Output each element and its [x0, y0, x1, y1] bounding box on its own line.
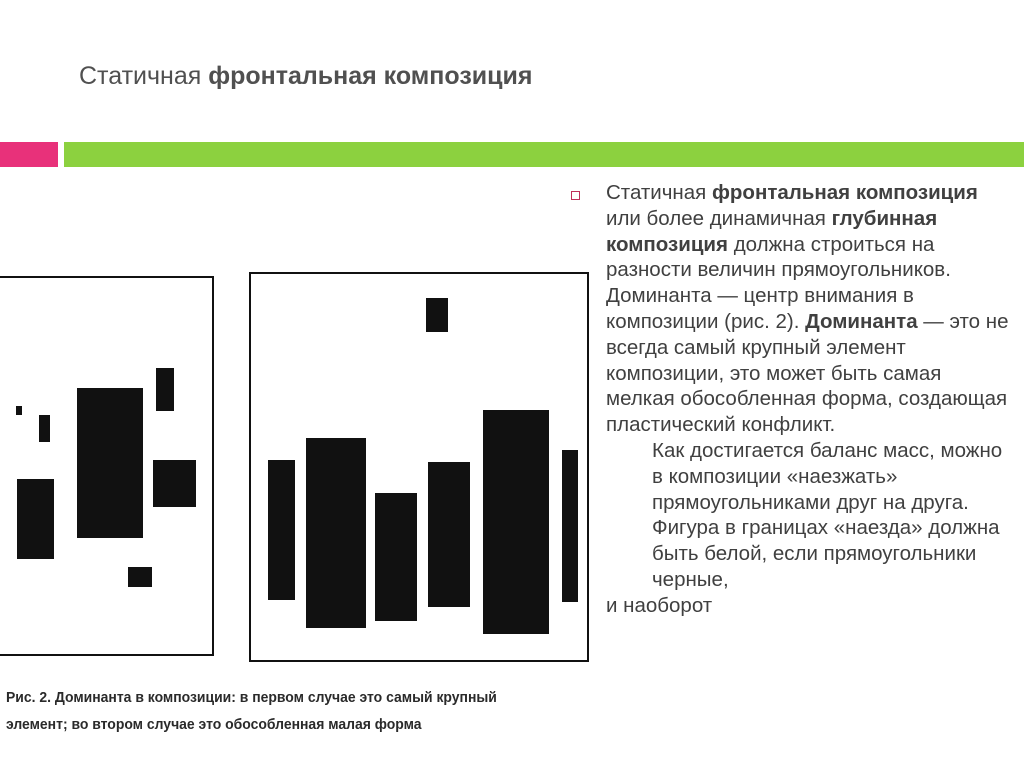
small-rect [39, 415, 50, 442]
square-bullet-icon [571, 191, 580, 200]
col-4 [428, 462, 470, 607]
left-rect [17, 479, 54, 559]
dominant-large-rect [77, 388, 143, 538]
p1-text-a: Статичная [606, 181, 712, 204]
accent-bar-pink [0, 142, 58, 167]
paragraph-2: Как достигается баланс масс, можно в композиции «наезжать» прямоугольниками друг на друга. Фигура в границах «наезда» должна быть белой, если прямоугольники черные, [652, 438, 1003, 591]
p1-bold-deep: глубинная композиция [606, 206, 938, 256]
figure-panel-left [0, 276, 214, 656]
dominant-small-isolated-rect [426, 298, 448, 332]
bottom-small-rect [128, 567, 152, 587]
figure-caption [6, 684, 550, 738]
figure-dominant [0, 262, 596, 767]
col-2 [306, 438, 366, 628]
upper-small-rect [156, 368, 174, 411]
paragraph-3: и наоборот [606, 593, 713, 617]
col-6 [562, 450, 578, 602]
p1-text-e: должна строиться на разности величин прямоугольников. Доминанта — центр внимания в композиции (рис. 2). [606, 232, 951, 333]
paragraph-1 [606, 180, 1011, 438]
caption-line-2: элемент; во втором случае это обособленная малая форма [6, 716, 422, 733]
title-regular: Статичная [79, 62, 209, 90]
title-bold: фронтальная композиция [208, 62, 533, 90]
p1-bold-dominant: Доминанта [805, 309, 918, 333]
slide-title [79, 62, 532, 91]
caption-line-1: Рис. 2. Доминанта в композиции: в первом случае это самый крупный [6, 689, 497, 706]
body-text [606, 180, 1011, 619]
tiny-square [16, 406, 22, 415]
p1-bold-frontal: фронтальная композиция [711, 181, 978, 204]
col-5 [483, 410, 549, 634]
col-3 [375, 493, 417, 621]
right-square [153, 460, 196, 507]
p1-text-g: — это не всегда самый крупный элемент композиции, это может быть самая мелкая обособленная форма, создающая пластический конфликт. [606, 309, 1009, 437]
col-1 [268, 460, 295, 600]
accent-bar-green [64, 142, 1024, 167]
p1-text-c: или более динамичная [606, 206, 832, 230]
figure-panel-right [249, 272, 589, 662]
